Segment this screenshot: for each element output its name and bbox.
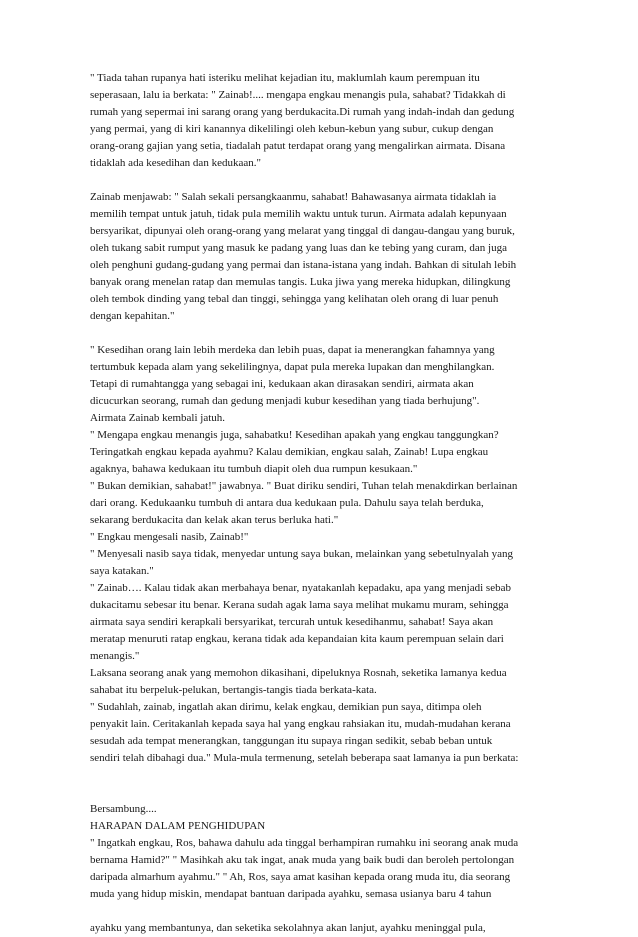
paragraph-final-line: ayahku yang membantunya, dan seketika sekolahnya akan lanjut, ayahku meninggal pula,: [90, 922, 486, 934]
paragraph-zainab-replies: Zainab menjawab: " Salah sekali persangkaanmu, sahabat! Bahawasanya airmata tidaklah ia memilih tempat untuk jatuh, tidak pula memilih waktu untuk turun. Airmata adalah kepunyaan bersyarikat, dipunyai oleh orang-orang yang melarat yang tinggal di dangau-dangau yang buruk, oleh tukang sabit rumput yang masuk ke padang yang luas dan ke tebing yang curam, dan juga oleh penghuni gudang-gudang yang permai dan istana-istana yang indah. Bahkan di situlah lebih banyak orang menelan ratap dan memulas tangis. Luka jiwa yang mereka hidupkan, dilingkung oleh tembok dinding yang tebal dan tinggi, sehingga yang kelihatan oleh orang di luar penuh dengan kepahitan.": [90, 191, 517, 322]
paragraph-rosnah-speaks: " Tiada tahan rupanya hati isteriku melihat kejadian itu, maklumlah kaum perempuan itu seperasaan, lalu ia berkata: " Zainab!.... mengapa engkau menangis pula, sahabat? Tidakkah di rumah yang sepermai ini sarang orang yang berdukacita.Di rumah yang indah-indah dan gedung yang permai, yang di kiri kanannya dikelilingi oleh kebun-kebun yang subur, cukup dengan orang-orang gajian yang setia, tiadalah patut terdapat orang yang mengalirkan airmata. Disana tidaklah ada kesedihan dan kedukaan.": [90, 72, 515, 169]
paragraph-continuation: Bersambung.... HARAPAN DALAM PENGHIDUPAN " Ingatkah engkau, Ros, bahawa dahulu ada tinggal berhampiran rumahku ini seorang anak muda bernama Hamid?" " Masihkah aku tak ingat, anak muda yang baik budi dan beroleh pertolongan daripada almarhum ayahmu." " Ah, Ros, saya amat kasihan kepada orang muda itu, dia seorang muda yang hidup miskin, mendapat bantuan daripada ayahku, semasa usianya baru 4 tahun: [90, 803, 519, 900]
paragraph-dialogue: " Kesedihan orang lain lebih merdeka dan lebih puas, dapat ia menerangkan fahamnya yang tertumbuk kepada alam yang sekelilingnya, dapat pula mereka lupakan dan menghilangkan. Tetapi di rumahtangga yang sebagai ini, kedukaan akan dirasakan sendiri, airmata akan dicucurkan seorang, rumah dan gedung menjadi kubur kesedihan yang tiada berhujung". Airmata Zainab kembali jatuh. " Mengapa engkau menangis juga, sahabatku! Kesedihan apakah yang engkau tanggungkan? Teringatkah engkau kepada ayahmu? Kalau demikian, engkau salah, Zainab! Lupa engkau agaknya, bahawa kedukaan itu tumbuh diapit oleh dua rumpun kesukaan." " Bukan demikian, sahabat!" jawabnya. " Buat diriku sendiri, Tuhan telah menakdirkan berlainan dari orang. Kedukaanku tumbuh di antara dua kedukaan pula. Dahulu saya telah berduka, sekarang berdukacita dan kelak akan terus berluka hati." " Engkau mengesali nasib, Zainab!" " Menyesali nasib saya tidak, menyedar untung saya bukan, melainkan yang sebetulnyalah yang saya katakan." " Zainab…. Kalau tidak akan merbahaya benar, nyatakanlah kepadaku, apa yang menjadi sebab dukacitamu sebesar itu benar. Kerana sudah agak lama saya melihat mukamu muram, sehingga airmata saya sendiri kerapkali bersyarikat, tercurah untuk kesedihanmu, sahabat! Saya akan meratap menuruti ratap engkau, kerana tidak ada kepandaian kita kaum perempuan selain dari menangis." Laksana seorang anak yang memohon dikasihani, dipeluknya Rosnah, seketika lamanya kedua sahabat itu berpeluk-pelukan, bertangis-tangis tiada berkata-kata. " Sudahlah, zainab, ingatlah akan dirimu, kelak engkau, demikian pun saya, ditimpa oleh penyakit lain. Ceritakanlah kepada saya hal yang engkau rahsiakan itu, mudah-mudahan kerana sesudah ada tempat menerangkan, tanggungan itu supaya ringan sedikit, sebab beban untuk sendiri telah dibahagi dua." Mula-mula termenung, setelah beberapa saat lamanya ia pun berkata:: [90, 344, 519, 764]
document-body: [90, 70, 560, 937]
